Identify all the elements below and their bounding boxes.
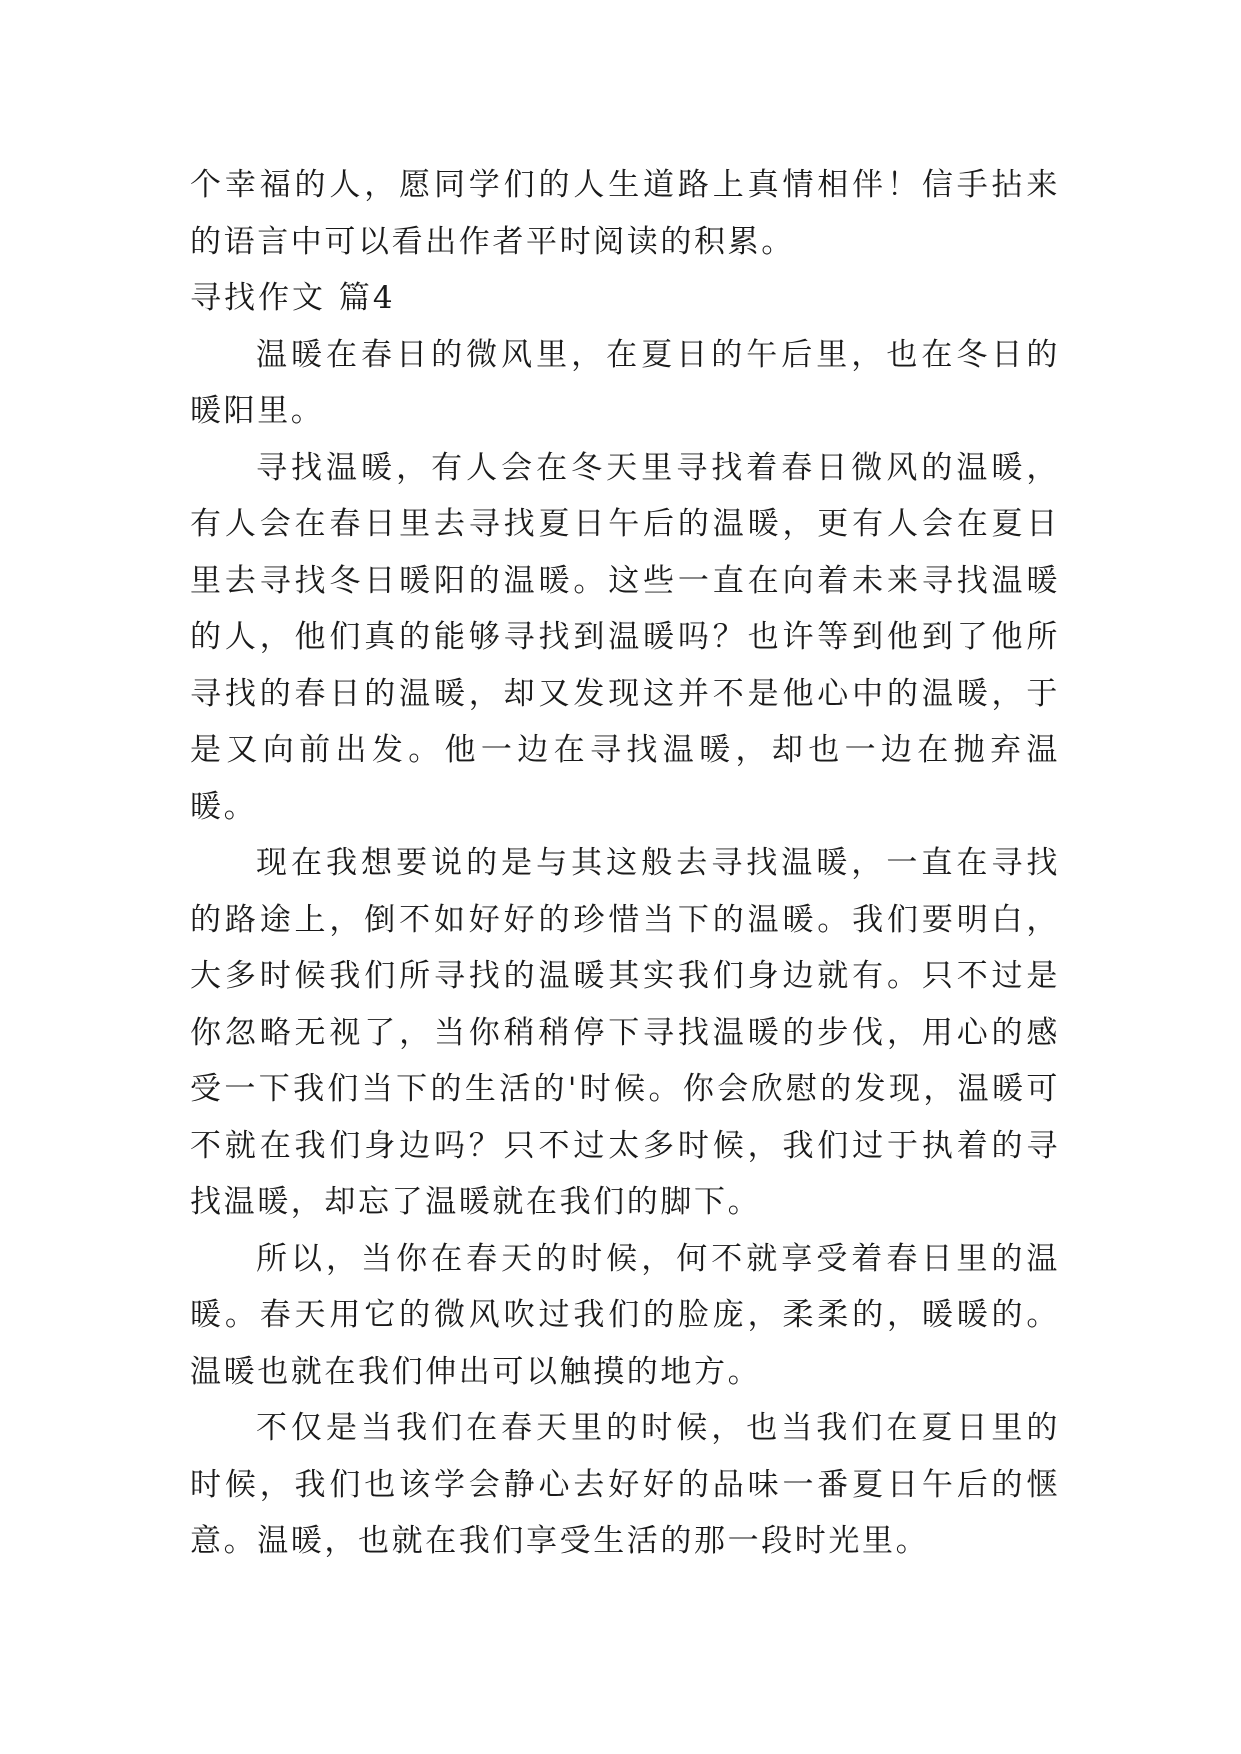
paragraph-3: 现在我想要说的是与其这般去寻找温暖，一直在寻找的路途上，倒不如好好的珍惜当下的温暖。我们要明白，大多时候我们所寻找的温暖其实我们身边就有。只不过是你忽略无视了，当你稍稍停下寻找温暖的步伐，用心的感受一下我们当下的生活的'时候。你会欣慰的发现，温暖可不就在我们身边吗？只不过太多时候，我们过于执着的寻找温暖，却忘了温暖就在我们的脚下。 (190, 845, 1060, 1220)
continuation-paragraph: 个幸福的人，愿同学们的人生道路上真情相伴！信手拈来的语言中可以看出作者平时阅读的积累。 (190, 167, 1060, 260)
paragraph-5: 不仅是当我们在春天里的时候，也当我们在夏日里的时候，我们也该学会静心去好好的品味一番夏日午后的惬意。温暖，也就在我们享受生活的那一段时光里。 (190, 1410, 1060, 1559)
paragraph-4: 所以，当你在春天的时候，何不就享受着春日里的温暖。春天用它的微风吹过我们的脸庞，柔柔的，暖暖的。温暖也就在我们伸出可以触摸的地方。 (190, 1240, 1060, 1390)
document-body (190, 157, 1060, 1570)
paragraph-2: 寻找温暖，有人会在冬天里寻找着春日微风的温暖，有人会在春日里去寻找夏日午后的温暖，更有人会在夏日里去寻找冬日暖阳的温暖。这些一直在向着未来寻找温暖的人，他们真的能够寻找到温暖吗？也许等到他到了他所寻找的春日的温暖，却又发现这并不是他心中的温暖，于是又向前出发。他一边在寻找温暖，却也一边在抛弃温暖。 (190, 449, 1060, 825)
paragraph-1: 温暖在春日的微风里，在夏日的午后里，也在冬日的暖阳里。 (190, 336, 1060, 429)
section-heading: 寻找作文 篇4 (190, 280, 396, 316)
